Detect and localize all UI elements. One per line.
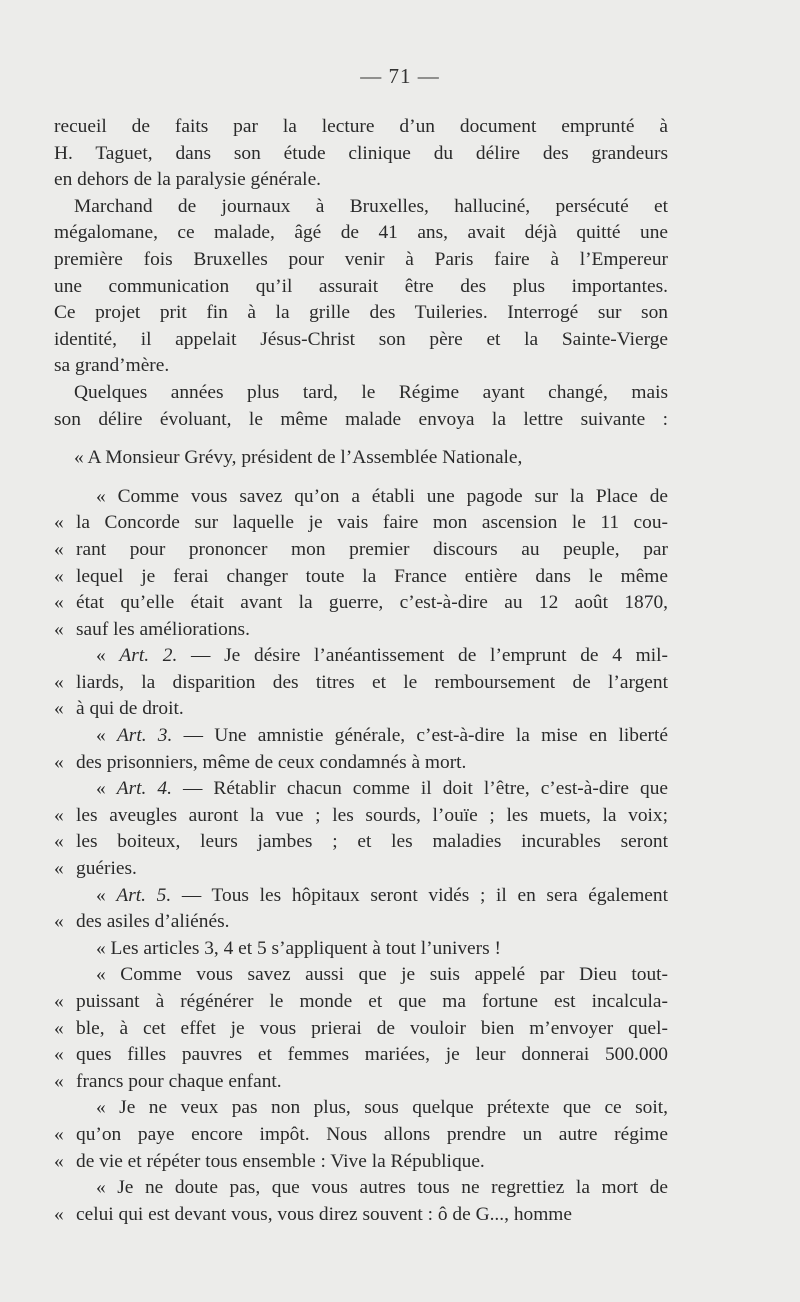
letter-address: « A Monsieur Grévy, président de l’Assemblée Nationale, xyxy=(74,447,523,469)
letter-line xyxy=(54,1042,668,1069)
opening-quote: « xyxy=(96,937,111,959)
letter-line-text xyxy=(76,1016,668,1043)
letter-text: — Une amnistie générale, c’est-à-dire la mise en liberté xyxy=(172,725,669,747)
body-text xyxy=(54,114,668,1228)
quote-mark: « xyxy=(54,911,64,933)
letter-text: Je ne doute pas, que vous autres tous ne regrettiez la mort de xyxy=(117,1177,668,1199)
letter-line xyxy=(54,909,668,936)
quote-mark: « xyxy=(54,858,64,880)
letter-line-text xyxy=(76,962,668,989)
letter-line xyxy=(54,696,668,723)
letter-line xyxy=(54,484,668,511)
letter-text: guéries. xyxy=(76,858,137,880)
letter-section xyxy=(54,1175,668,1228)
text-line: Marchand de journaux à Bruxelles, halluciné, persécuté et xyxy=(74,195,668,217)
quote-mark: « xyxy=(54,512,64,534)
spacer xyxy=(54,472,668,484)
letter-text: ble, à cet effet je vous prierai de vouloir bien m’envoyer quel- xyxy=(76,1017,668,1039)
letter-text: puissant à régénérer le monde et que ma fortune est incalcula- xyxy=(76,991,668,1012)
letter-section xyxy=(54,484,668,644)
letter-text: des asiles d’aliénés. xyxy=(76,911,230,933)
letter-section xyxy=(54,883,668,936)
letter-section xyxy=(54,723,668,776)
letter-line xyxy=(54,670,668,697)
letter-line-text xyxy=(76,590,668,617)
article-number: Art. 5. xyxy=(116,884,172,906)
quote-mark: « xyxy=(54,618,64,640)
letter-line-text xyxy=(76,936,668,963)
letter-text: de vie et répéter tous ensemble : Vive la République. xyxy=(76,1150,485,1172)
quote-mark: « xyxy=(54,698,64,720)
letter-line xyxy=(54,829,668,856)
letter-line xyxy=(54,776,668,803)
text-line: recueil de faits par la lecture d’un document emprunté à xyxy=(54,116,668,137)
letter-line-text xyxy=(76,803,668,830)
text-line: H. Taguet, dans son étude clinique du délire des grandeurs xyxy=(54,142,668,164)
letter-section xyxy=(54,936,668,963)
letter-text: à qui de droit. xyxy=(76,698,184,720)
letter-line xyxy=(54,723,668,750)
letter-line-text xyxy=(76,617,668,644)
opening-quote: « xyxy=(96,884,117,906)
letter-text: — Je désire l’anéantissement de l’emprunt de 4 mil- xyxy=(177,645,668,667)
letter-line xyxy=(54,936,668,963)
letter-line xyxy=(54,1149,668,1176)
quote-mark: « xyxy=(54,592,64,614)
letter-line xyxy=(54,590,668,617)
letter-line-text xyxy=(76,909,668,936)
letter-line xyxy=(54,803,668,830)
paragraph-1 xyxy=(54,114,668,194)
letter-line-text xyxy=(76,564,668,591)
letter-line-text xyxy=(76,989,668,1016)
text-line: identité, il appelait Jésus-Christ son père et la Sainte-Vierge xyxy=(54,328,668,350)
letter-text: les boiteux, leurs jambes ; et les maladies incurables seront xyxy=(76,831,668,853)
letter xyxy=(54,445,668,1228)
letter-sections xyxy=(54,484,668,1229)
letter-text: qu’on paye encore impôt. Nous allons prendre un autre régime xyxy=(76,1123,668,1145)
text-line: son délire évoluant, le même malade envoya la lettre suivante : xyxy=(54,408,668,430)
letter-text: état qu’elle était avant la guerre, c’est-à-dire au 12 août 1870, xyxy=(76,592,668,614)
letter-text: des prisonniers, même de ceux condamnés à mort. xyxy=(76,751,467,773)
opening-quote: « xyxy=(96,485,118,507)
quote-mark: « xyxy=(54,1123,64,1145)
letter-line-text xyxy=(76,829,668,856)
opening-quote: « xyxy=(96,964,121,986)
letter-text: ques filles pauvres et femmes mariées, je leur donnerai 500.000 xyxy=(76,1044,668,1066)
letter-line xyxy=(54,856,668,883)
quote-mark: « xyxy=(54,538,64,560)
letter-line xyxy=(54,1016,668,1043)
letter-line-text xyxy=(76,510,668,537)
quote-mark: « xyxy=(54,991,64,1012)
letter-line xyxy=(54,1175,668,1202)
opening-quote: « xyxy=(96,1097,120,1119)
text-line: sa grand’mère. xyxy=(54,355,170,377)
letter-line-text xyxy=(76,1149,668,1176)
letter-line-text xyxy=(76,723,668,750)
letter-line-text xyxy=(76,1175,668,1202)
spacer xyxy=(54,433,668,445)
letter-line xyxy=(54,883,668,910)
letter-line-text xyxy=(76,1042,668,1069)
letter-text: Comme vous savez aussi que je suis appelé par Dieu tout- xyxy=(120,964,668,986)
letter-text: sauf les améliorations. xyxy=(76,618,250,640)
text-line: en dehors de la paralysie générale. xyxy=(54,169,322,191)
letter-line-text xyxy=(76,537,668,564)
letter-text: la Concorde sur laquelle je vais faire mon ascension le 11 cou- xyxy=(76,512,668,534)
text-line: première fois Bruxelles pour venir à Paris faire à l’Empereur xyxy=(54,248,668,270)
letter-line xyxy=(54,962,668,989)
letter-line xyxy=(54,989,668,1016)
letter-line xyxy=(54,750,668,777)
opening-quote: « xyxy=(96,725,117,747)
letter-text: lequel je ferai changer toute la France entière dans le même xyxy=(76,565,668,587)
opening-quote: « xyxy=(96,1177,118,1199)
text-line: une communication qu’il assurait être des plus importantes. xyxy=(54,275,668,297)
letter-line-text xyxy=(76,1095,668,1122)
letter-line xyxy=(54,1095,668,1122)
letter-section xyxy=(54,962,668,1095)
opening-quote: « xyxy=(96,778,117,800)
letter-line-text xyxy=(76,484,668,511)
article-number: Art. 3. xyxy=(116,725,173,747)
quote-mark: « xyxy=(54,1017,64,1039)
letter-line xyxy=(54,617,668,644)
letter-line-text xyxy=(76,1069,668,1096)
letter-text: francs pour chaque enfant. xyxy=(76,1070,282,1092)
text-line: mégalomane, ce malade, âgé de 41 ans, avait déjà quitté une xyxy=(54,222,668,244)
letter-text: celui qui est devant vous, vous direz souvent : ô de G..., homme xyxy=(76,1203,572,1225)
letter-line-text xyxy=(76,643,668,670)
letter-line xyxy=(54,564,668,591)
letter-line xyxy=(54,1202,668,1229)
letter-line xyxy=(54,1069,668,1096)
letter-line xyxy=(54,537,668,564)
quote-mark: « xyxy=(54,831,64,853)
letter-line xyxy=(54,1122,668,1149)
letter-line-text xyxy=(76,856,668,883)
paragraph-3 xyxy=(54,380,668,433)
letter-line-text xyxy=(76,1122,668,1149)
quote-mark: « xyxy=(54,1070,64,1092)
quote-mark: « xyxy=(54,565,64,587)
letter-line-text xyxy=(76,750,668,777)
letter-section xyxy=(54,1095,668,1175)
quote-mark: « xyxy=(54,1150,64,1172)
text-line: Ce projet prit fin à la grille des Tuileries. Interrogé sur son xyxy=(54,302,668,324)
quote-mark: « xyxy=(54,1203,64,1225)
article-number: Art. 2. xyxy=(119,645,178,667)
letter-text: Les articles 3, 4 et 5 s’appliquent à tout l’univers ! xyxy=(110,937,501,959)
letter-text: — Rétablir chacun comme il doit l’être, c’est-à-dire que xyxy=(171,778,668,800)
letter-line-text xyxy=(76,670,668,697)
letter-text: Comme vous savez qu’on a établi une pagode sur la Place de xyxy=(117,485,669,507)
quote-mark: « xyxy=(54,671,64,693)
quote-mark: « xyxy=(54,751,64,773)
letter-text: rant pour prononcer mon premier discours au peuple, par xyxy=(76,538,668,560)
letter-line-text xyxy=(76,776,668,803)
quote-mark: « xyxy=(54,1044,64,1066)
letter-line xyxy=(54,510,668,537)
letter-text: Je ne veux pas non plus, sous quelque prétexte que ce soit, xyxy=(119,1097,668,1119)
letter-text: — Tous les hôpitaux seront vidés ; il en sera également xyxy=(171,884,668,906)
letter-section xyxy=(54,643,668,723)
paragraph-2 xyxy=(54,194,668,380)
letter-line xyxy=(54,643,668,670)
page-number: — 71 — xyxy=(360,64,440,88)
letter-line-text xyxy=(76,883,668,910)
text-line: Quelques années plus tard, le Régime ayant changé, mais xyxy=(74,381,668,403)
letter-line-text xyxy=(76,696,668,723)
letter-text: liards, la disparition des titres et le remboursement de l’argent xyxy=(76,671,668,693)
opening-quote: « xyxy=(96,645,120,667)
article-number: Art. 4. xyxy=(116,778,172,800)
letter-section xyxy=(54,776,668,882)
letter-line-text xyxy=(76,1202,668,1229)
quote-mark: « xyxy=(54,804,64,826)
letter-text: les aveugles auront la vue ; les sourds, l’ouïe ; les muets, la voix; xyxy=(76,804,668,826)
